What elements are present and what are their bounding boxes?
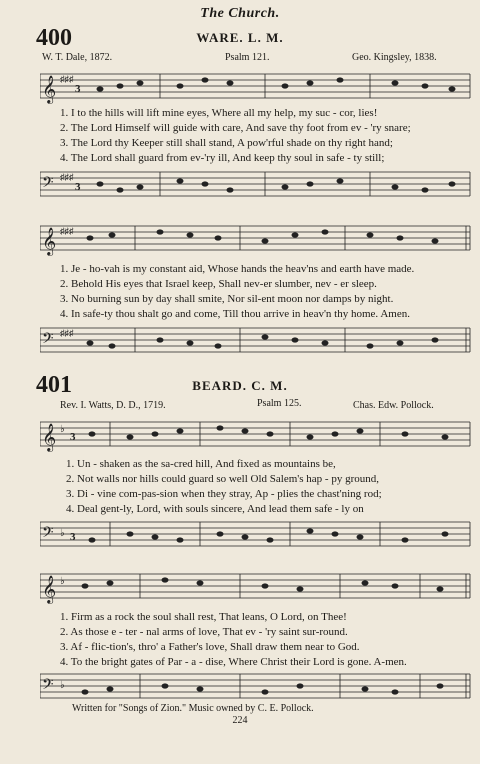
- svg-text:♯♯♯: ♯♯♯: [60, 328, 74, 338]
- verse-line: 1. Je - ho-vah is my constant aid, Whose hands the heav'ns and earth have made.: [60, 263, 415, 275]
- bass-staff: [40, 168, 472, 206]
- treble-staff: [40, 222, 472, 260]
- verse-line: 1. Un - shaken as the sa-cred hill, And fixed as mountains be,: [66, 458, 336, 470]
- treble-staff: [40, 418, 472, 456]
- svg-text:♭: ♭: [60, 528, 65, 539]
- composer-credit: Geo. Kingsley, 1838.: [352, 52, 437, 63]
- verse-line: 3. Af - flic-tion's, thro' a Father's love, Shall draw them near to God.: [60, 641, 360, 653]
- hymn-number: 400: [36, 25, 72, 51]
- svg-text:♭: ♭: [60, 424, 65, 435]
- svg-text:𝄢: 𝄢: [42, 330, 54, 350]
- verse-line: 3. No burning sun by day shall smite, Nor sil-ent moon nor damps by night.: [60, 293, 394, 305]
- psalm-reference: Psalm 125.: [257, 398, 302, 409]
- svg-text:3: 3: [70, 531, 76, 543]
- page-number: 224: [232, 715, 248, 726]
- bass-staff: [40, 670, 472, 704]
- svg-text:𝄞: 𝄞: [42, 425, 57, 451]
- author-credit: Rev. I. Watts, D. D., 1719.: [60, 400, 166, 411]
- svg-text:𝄞: 𝄞: [42, 229, 57, 255]
- verse-line: 2. As those e - ter - nal arms of love, That ev - 'ry saint sur-round.: [60, 626, 348, 638]
- verse-line: 2. Behold His eyes that Israel keep, Shall nev-er slumber, nev - er sleep.: [60, 278, 377, 290]
- svg-text:3: 3: [70, 431, 76, 443]
- composer-credit: Chas. Edw. Pollock.: [353, 400, 434, 411]
- author-credit: W. T. Dale, 1872.: [42, 52, 113, 63]
- verse-line: 3. Di - vine com-pas-sion when they stray, Ap - plies the chast'ning rod;: [66, 488, 382, 500]
- treble-staff: [40, 70, 472, 108]
- verse-line: 2. The Lord Himself will guide with care, And save thy foot from ev - 'ry snare;: [60, 122, 411, 134]
- svg-text:3: 3: [75, 83, 81, 95]
- verse-line: 1. I to the hills will lift mine eyes, Where all my help, my suc - cor, lies!: [60, 107, 378, 119]
- tune-title: BEARD. C. M.: [192, 378, 288, 393]
- verse-line: 4. The Lord shall guard from ev-'ry ill, And keep thy soul in safe - ty still;: [60, 152, 385, 164]
- svg-text:𝄞: 𝄞: [42, 577, 57, 603]
- running-head: The Church.: [200, 6, 280, 21]
- svg-text:𝄢: 𝄢: [42, 524, 54, 544]
- svg-text:♯♯♯: ♯♯♯: [60, 74, 74, 84]
- svg-text:𝄢: 𝄢: [42, 676, 54, 696]
- verse-line: 2. Not walls nor hills could guard so well Old Salem's hap - py ground,: [66, 473, 380, 485]
- tune-title: WARE. L. M.: [196, 30, 284, 45]
- treble-staff: [40, 570, 472, 608]
- verse-line: 4. In safe-ty thou shalt go and come, Till thou arrive in heav'n thy home. Amen.: [60, 308, 410, 320]
- verse-line: 4. Deal gent-ly, Lord, with souls sincere, And lead them safe - ly on: [66, 503, 364, 515]
- svg-text:♭: ♭: [60, 576, 65, 587]
- bass-staff: [40, 324, 472, 362]
- svg-text:𝄢: 𝄢: [42, 174, 54, 194]
- svg-text:𝄞: 𝄞: [42, 77, 57, 103]
- svg-text:♭: ♭: [60, 680, 65, 691]
- verse-line: 3. The Lord thy Keeper still shall stand, A pow'rful shade on thy right hand;: [60, 137, 393, 149]
- hymn-number: 401: [36, 372, 72, 398]
- verse-line: 1. Firm as a rock the soul shall rest, That leans, O Lord, on Thee!: [60, 611, 347, 623]
- bass-staff: [40, 518, 472, 556]
- psalm-reference: Psalm 121.: [225, 52, 270, 63]
- svg-text:3: 3: [75, 181, 81, 193]
- verse-line: 4. To the bright gates of Par - a - dise, Where Christ their Lord is gone. A-men.: [60, 656, 407, 668]
- footer-note: Written for "Songs of Zion." Music owned by C. E. Pollock.: [72, 703, 314, 714]
- svg-text:♯♯♯: ♯♯♯: [60, 172, 74, 182]
- svg-text:♯♯♯: ♯♯♯: [60, 226, 74, 236]
